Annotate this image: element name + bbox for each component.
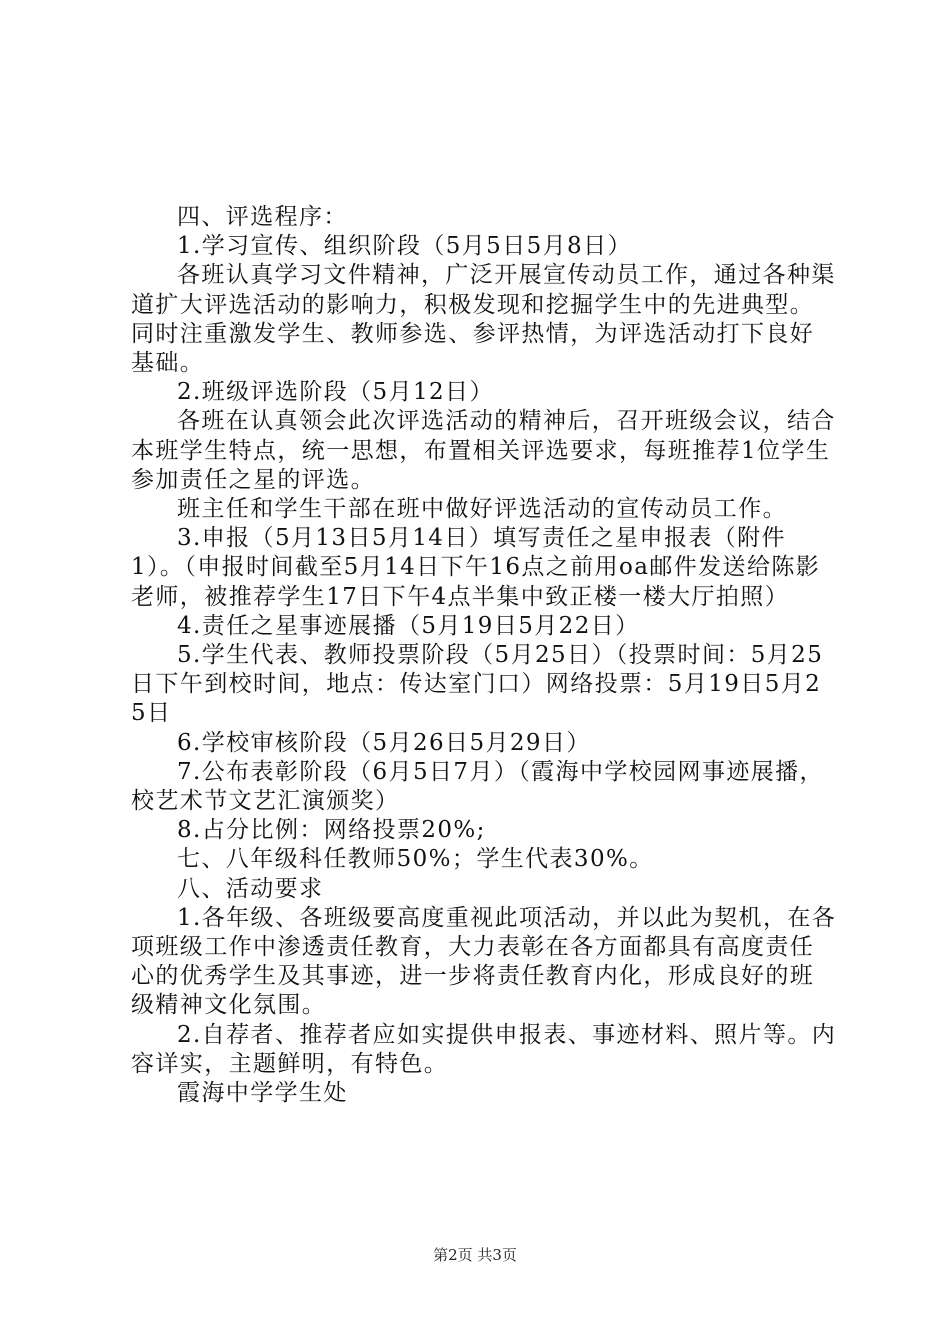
signature-office: 霞海中学学生处 (177, 1080, 348, 1107)
step-5-body: 5.学生代表、教师投票阶段（5月25日）（投票时间：5月25日下午到校时间，地点：传达室门口）网络投票：5月19日5月25日 (131, 642, 824, 727)
score-ratio-note: 七、八年级科任教师50%；学生代表30%。 (177, 846, 654, 873)
step-3-body: 3.申报（5月13日5月14日）填写责任之星申报表（附件1）。（申报时间截至5月14日下午16点之前用oa邮件发送给陈影老师，被推荐学生17日下午4点半集中致正楼一楼大厅拍照） (131, 525, 821, 610)
step-2-body: 各班在认真领会此次评选活动的精神后，召开班级会议，结合本班学生特点，统一思想，布置相关评选要求，每班推荐1位学生参加责任之星的评选。 (131, 408, 836, 493)
step-4-heading: 4.责任之星事迹展播（5月19日5月22日） (177, 612, 640, 639)
step-8-heading: 8.占分比例：网络投票20%; (177, 817, 486, 844)
step-1-heading: 1.学习宣传、组织阶段（5月5日5月8日） (177, 233, 632, 260)
page-number-footer: 第2页 共3页 (433, 1246, 517, 1264)
section-heading-procedure: 四、评选程序： (177, 204, 348, 230)
step-2-note: 班主任和学生干部在班中做好评选活动的宣传动员工作。 (177, 496, 787, 523)
step-2-heading: 2.班级评选阶段（5月12日） (177, 379, 494, 406)
step-1-body: 各班认真学习文件精神，广泛开展宣传动员工作，通过各种渠道扩大评选活动的影响力，积极发现和挖掘学生中的先进典型。同时注重激发学生、教师参选、参评热情，为评选活动打下良好基础。 (131, 262, 836, 377)
section-heading-requirements: 八、活动要求 (177, 875, 324, 902)
requirement-2: 2.自荐者、推荐者应如实提供申报表、事迹材料、照片等。内容详实，主题鲜明，有特色。 (131, 1021, 837, 1077)
document-body (131, 203, 837, 1108)
step-6-heading: 6.学校审核阶段（5月26日5月29日） (177, 729, 591, 756)
step-7-body: 7.公布表彰阶段（6月5日7月）（霞海中学校园网事迹展播，校艺术节文艺汇演颁奖） (131, 758, 824, 815)
requirement-1: 1.各年级、各班级要高度重视此项活动，并以此为契机，在各项班级工作中渗透责任教育，大力表彰在各方面都具有高度责任心的优秀学生及其事迹，进一步将责任教育内化，形成良好的班级精神文化氛围。 (131, 904, 837, 1019)
